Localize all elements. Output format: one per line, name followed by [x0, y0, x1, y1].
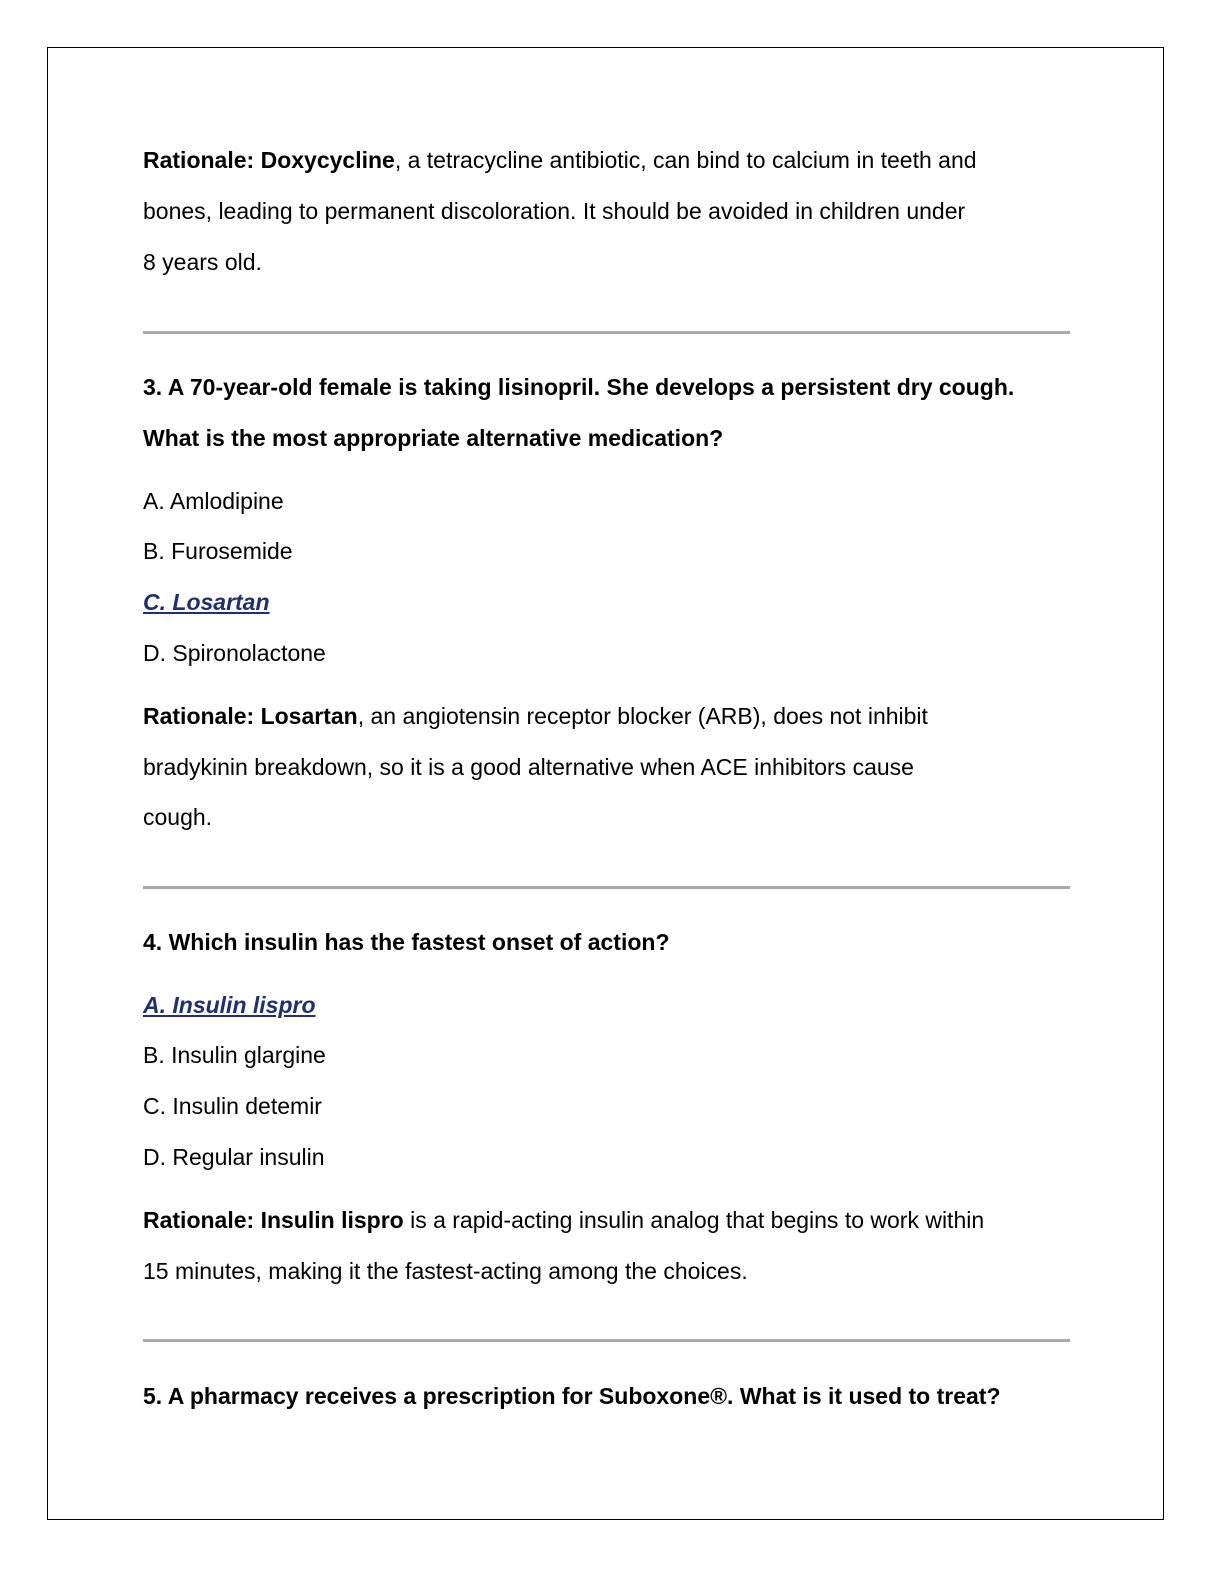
q4-rationale-line-1 [143, 1205, 984, 1235]
q2-rationale-line-2: bones, leading to permanent discoloration. It should be avoided in children under [143, 198, 966, 224]
q3-option-d: D. Spironolactone [143, 640, 326, 666]
q3-option-a: A. Amlodipine [143, 488, 284, 514]
section-divider [143, 331, 1070, 334]
q3-option-c-correct-answer: C. Losartan [143, 589, 270, 615]
q4-option-b: B. Insulin glargine [143, 1042, 326, 1068]
q3-rationale-label: Rationale: [143, 703, 255, 729]
q4-option-a-correct-answer: A. Insulin lispro [143, 992, 316, 1018]
q2-rationale-text-1: , a tetracycline antibiotic, can bind to calcium in teeth and [394, 147, 977, 173]
q2-rationale-line-1 [143, 145, 977, 175]
section-divider [143, 1339, 1070, 1342]
q2-rationale-drug: Doxycycline [260, 147, 395, 173]
q3-question-line-2: What is the most appropriate alternative medication? [143, 425, 724, 451]
q2-rationale-label: Rationale: [143, 147, 255, 173]
q4-option-d: D. Regular insulin [143, 1144, 325, 1170]
q2-rationale-line-3: 8 years old. [143, 249, 262, 275]
q3-option-b: B. Furosemide [143, 538, 293, 564]
q3-rationale-line-1 [143, 701, 928, 731]
q3-rationale-drug: Losartan [260, 703, 358, 729]
section-divider [143, 886, 1070, 889]
q4-rationale-drug: Insulin lispro [260, 1207, 404, 1233]
q3-rationale-text-1: , an angiotensin receptor blocker (ARB), does not inhibit [357, 703, 928, 729]
q4-question: 4. Which insulin has the fastest onset of action? [143, 929, 670, 955]
q4-rationale-label: Rationale: [143, 1207, 255, 1233]
q4-rationale-text-1: is a rapid-acting insulin analog that begins to work within [403, 1207, 985, 1233]
q3-rationale-line-3: cough. [143, 804, 213, 830]
q3-rationale-line-2: bradykinin breakdown, so it is a good alternative when ACE inhibitors cause [143, 754, 914, 780]
q3-question-line-1: 3. A 70-year-old female is taking lisinopril. She develops a persistent dry cough. [143, 374, 1015, 400]
q4-option-c: C. Insulin detemir [143, 1093, 322, 1119]
q5-question: 5. A pharmacy receives a prescription for Suboxone®. What is it used to treat? [143, 1383, 1001, 1409]
q4-rationale-line-2: 15 minutes, making it the fastest-acting among the choices. [143, 1258, 748, 1284]
